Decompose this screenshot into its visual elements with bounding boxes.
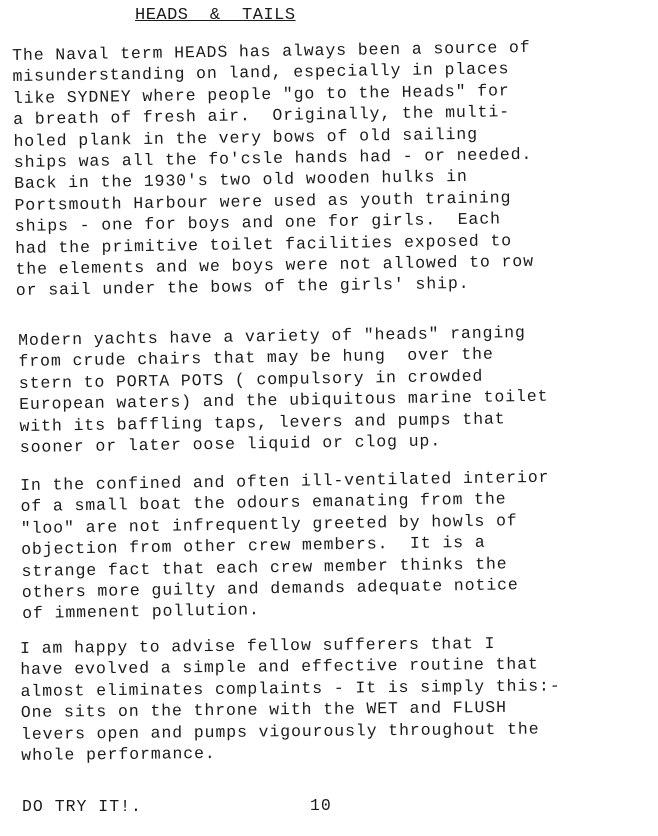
closing-line: DO TRY IT!. <box>22 797 142 816</box>
text-line: have evolved a simple and effective routine that <box>20 654 539 680</box>
text-line: I am happy to advise fellow sufferers that I <box>20 634 496 658</box>
text-line: In the confined and often ill-ventilated interior <box>20 467 550 495</box>
text-line: ships - one for boys and one for girls. Each <box>14 209 502 237</box>
text-line: or sail under the bows of the girls' ship. <box>15 274 470 301</box>
text-line: objection from other crew members. It is a <box>21 532 486 560</box>
text-line: holed plank in the very bows of old sailing <box>13 124 479 151</box>
text-line: from crude chairs that may be hung over the <box>18 344 494 372</box>
paragraph-1 <box>12 37 534 302</box>
text-line: Portsmouth Harbour were used as youth training <box>14 188 512 215</box>
text-line: with its baffling taps, levers and pumps that <box>19 408 506 436</box>
text-line: One sits on the throne with the WET and FLUSH <box>20 698 507 723</box>
text-line: of immenent pollution. <box>22 600 260 624</box>
text-line: like SYDNEY where people "go to the Heads" for <box>12 81 510 108</box>
paragraph-2 <box>18 322 549 459</box>
text-line: sooner or later oose liquid or clog up. <box>19 431 442 458</box>
paragraph-4 <box>20 632 561 766</box>
document-title: HEADS & TAILS <box>135 6 296 25</box>
paragraph-3 <box>20 467 552 625</box>
text-line: The Naval term HEADS has always been a source of <box>12 37 531 65</box>
text-line: of a small boat the odours emanating from the <box>20 489 507 517</box>
text-line: Modern yachts have a variety of "heads" ranging <box>18 323 526 350</box>
text-line: misunderstanding on land, especially in places <box>12 59 510 87</box>
text-line: European waters) and the ubiquitous marine toilet <box>19 386 549 415</box>
text-line: the elements and we boys were not allowed to row <box>15 251 535 280</box>
text-line: levers open and pumps vigourously throughout the <box>20 719 540 744</box>
page-number: 10 <box>310 796 332 815</box>
text-line: whole performance. <box>21 743 216 766</box>
text-line: had the primitive toilet facilities exposed to <box>15 230 513 258</box>
text-line: a breath of fresh air. Originally, the multi- <box>13 102 511 130</box>
text-line: Back in the 1930's two old wooden hulks in <box>14 167 468 194</box>
text-line: strange fact that each crew member thinks the <box>21 553 508 581</box>
text-line: others more guilty and demands adequate notice <box>21 575 519 603</box>
text-line: stern to PORTA POTS ( compulsory in crowded <box>18 366 484 393</box>
text-line: "loo" are not infrequently greeted by howls of <box>20 511 518 538</box>
text-line: ships was all the fo'csle hands had - or needed. <box>13 144 533 173</box>
text-line: almost eliminates complaints - It is simply this:- <box>20 676 561 701</box>
